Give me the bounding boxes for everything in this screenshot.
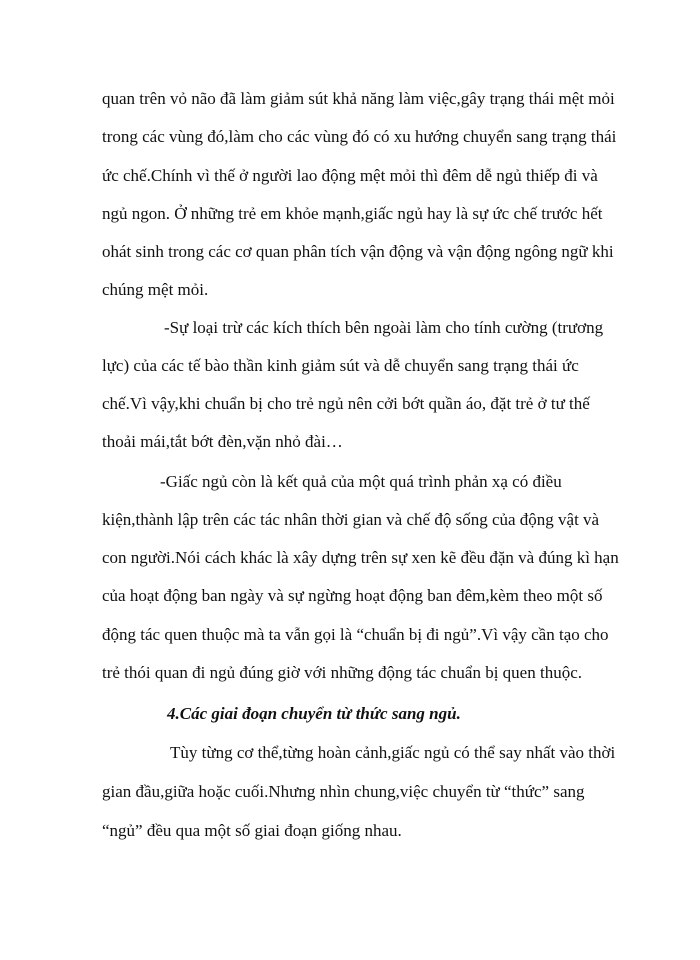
paragraph-3-line-5: động tác quen thuộc mà ta vẫn gọi là “chuẩn bị đi ngủ”.Vì vậy cần tạo cho bbox=[102, 625, 609, 644]
paragraph-1-line-4: ngủ ngon. Ở những trẻ em khỏe mạnh,giấc ngủ hay là sự ức chế trước hết bbox=[102, 204, 603, 223]
paragraph-1-line-6: chúng mệt mỏi. bbox=[102, 280, 209, 299]
paragraph-2-line-2: lực) của các tế bào thần kinh giảm sút và dễ chuyển sang trạng thái ức bbox=[102, 356, 579, 375]
paragraph-2-line-1: -Sự loại trừ các kích thích bên ngoài làm cho tính cường (trương bbox=[164, 318, 604, 337]
paragraph-1-line-1: quan trên vỏ não đã làm giảm sút khả năng làm việc,gây trạng thái mệt mỏi bbox=[102, 89, 615, 108]
paragraph-3-line-4: của hoạt động ban ngày và sự ngừng hoạt động ban đêm,kèm theo một số bbox=[102, 586, 603, 605]
paragraph-2-line-3: chế.Vì vậy,khi chuẩn bị cho trẻ ngủ nên cởi bớt quần áo, đặt trẻ ở tư thế bbox=[102, 394, 590, 413]
paragraph-2-line-4: thoải mái,tắt bớt đèn,vặn nhỏ đài… bbox=[102, 432, 343, 451]
paragraph-1-line-3: ức chế.Chính vì thế ở người lao động mệt mỏi thì đêm dễ ngủ thiếp đi và bbox=[102, 166, 598, 185]
paragraph-3-line-3: con người.Nói cách khác là xây dựng trên sự xen kẽ đều đặn và đúng kì hạn bbox=[102, 548, 619, 567]
section-heading: 4.Các giai đoạn chuyển từ thức sang ngủ. bbox=[167, 704, 461, 723]
final-paragraph-line-2: gian đầu,giữa hoặc cuối.Nhưng nhìn chung,việc chuyển từ “thức” sang bbox=[102, 782, 585, 801]
paragraph-3-line-1: -Giấc ngủ còn là kết quả của một quá trình phản xạ có điều bbox=[160, 472, 562, 491]
paragraph-1-line-5: ohát sinh trong các cơ quan phân tích vận động và vận động ngông ngữ khi bbox=[102, 242, 614, 261]
final-paragraph-line-1: Tùy từng cơ thể,từng hoàn cảnh,giấc ngủ có thể say nhất vào thời bbox=[170, 743, 616, 762]
final-paragraph-line-3: “ngủ” đều qua một số giai đoạn giống nhau. bbox=[102, 821, 402, 840]
paragraph-3-line-2: kiện,thành lập trên các tác nhân thời gian và chế độ sống của động vật và bbox=[102, 510, 600, 529]
paragraph-1-line-2: trong các vùng đó,làm cho các vùng đó có xu hướng chuyển sang trạng thái bbox=[102, 127, 617, 146]
paragraph-3-line-6: trẻ thói quan đi ngủ đúng giờ với những động tác chuẩn bị quen thuộc. bbox=[102, 663, 582, 682]
